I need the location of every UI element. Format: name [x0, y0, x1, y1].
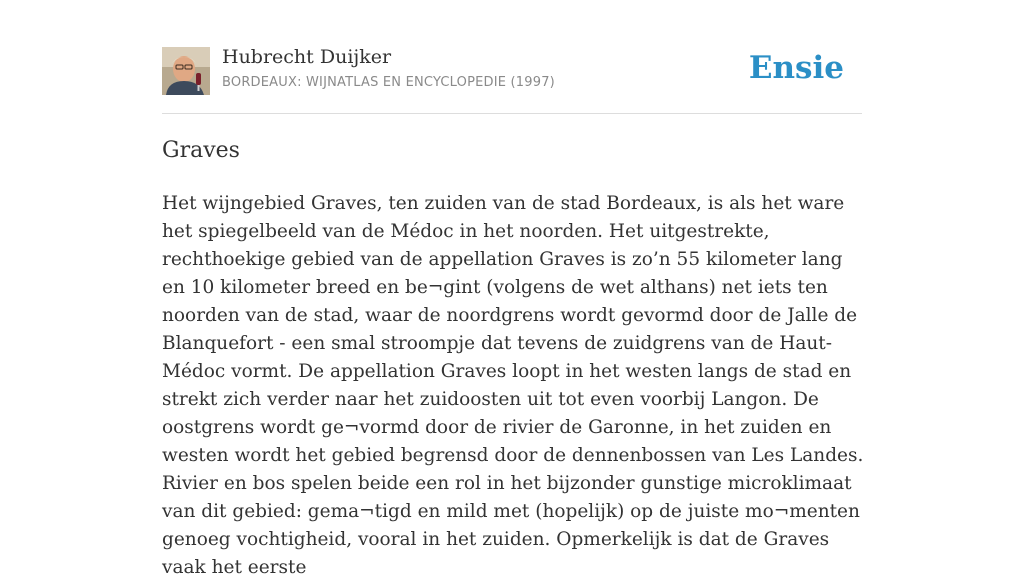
article-body: Het wijngebied Graves, ten zuiden van de stad Bordeaux, is als het ware het spiegelbeeld van de Médoc in het noorden. Het uitgestrekte, rechthoekige gebied van de appellation Graves is zo’n 55 kilometer lang en 10 kilometer breed en be¬gint (volgens de wet althans) net iets ten noorden van de stad, waar de noordgrens wordt gevormd door de Jalle de Blanquefort - een smal stroompje dat tevens de zuidgrens van de Haut-Médoc vormt. De appellation Graves loopt in het westen langs de stad en strekt zich verder naar het zuidoosten uit tot even voorbij Langon. De oostgrens wordt ge¬vormd door de rivier de Garonne, in het zuiden en westen wordt het gebied begrensd door de dennenbossen van Les Landes. Rivier en bos spelen beide een rol in het bijzonder gunstige microklimaat van dit gebied: gema¬tigd en mild met (hopelijk) op de juiste mo¬menten genoeg vochtigheid, vooral in het zuiden. Opmerkelijk is dat de Graves vaak het eerste — [162, 193, 864, 578]
article-header — [162, 0, 862, 114]
source-title[interactable]: BORDEAUX: WIJNATLAS EN ENCYCLOPEDIE (1997) — [222, 75, 555, 90]
article-title: Graves — [162, 138, 240, 163]
author-name[interactable]: Hubrecht Duijker — [222, 46, 392, 68]
author-avatar[interactable] — [162, 47, 210, 95]
ensie-logo[interactable]: Ensie — [748, 50, 844, 86]
author-photo — [162, 47, 210, 95]
content-column — [162, 0, 864, 578]
